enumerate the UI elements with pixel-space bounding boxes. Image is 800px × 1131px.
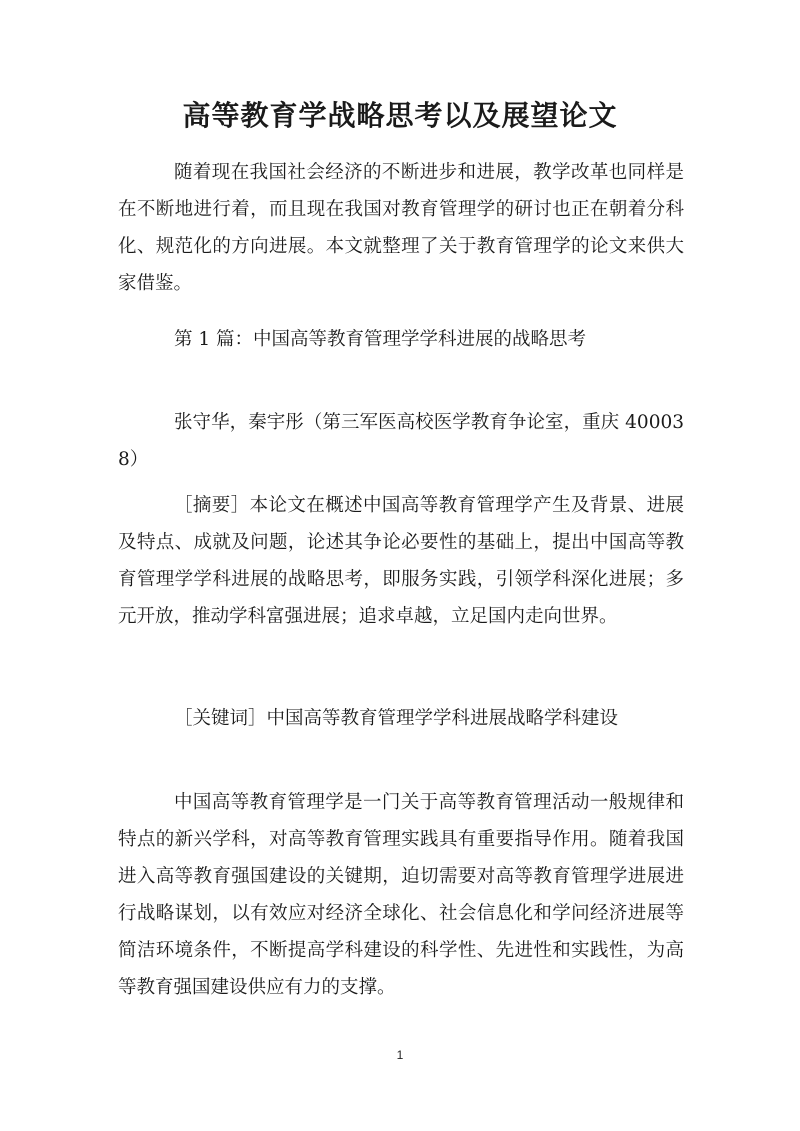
- document-title: 高等教育学战略思考以及展望论文: [182, 99, 618, 132]
- abstract-paragraph: ［摘要］本论文在概述中国高等教育管理学产生及背景、进展及特点、成就及问题，论述其争论必要性的基础上，提出中国高等教育管理学学科进展的战略思考，即服务实践，引领学科深化进展；多元开放，推动学科富强进展；追求卓越，立足国内走向世界。: [118, 495, 684, 627]
- authors-line: 张守华，秦宇彤（第三军医高校医学教育争论室，重庆 400038）: [118, 412, 684, 470]
- intro-paragraph: 随着现在我国社会经济的不断进步和进展，教学改革也同样是在不断地进行着，而且现在我国对教育管理学的研讨也正在朝着分科化、规范化的方向进展。本文就整理了关于教育管理学的论文来供大家借鉴。: [118, 162, 684, 294]
- body-paragraph: 中国高等教育管理学是一门关于高等教育管理活动一般规律和特点的新兴学科，对高等教育管理实践具有重要指导作用。随着我国进入高等教育强国建设的关键期，迫切需要对高等教育管理学进展进行战略谋划，以有效应对经济全球化、社会信息化和学问经济进展等简洁环境条件，不断提高学科建设的科学性、先进性和实践性，为高等教育强国建设供应有力的支撑。: [118, 792, 684, 998]
- keywords-line: ［关键词］中国高等教育管理学学科进展战略学科建设: [174, 708, 619, 729]
- page-number: 1: [396, 1048, 404, 1062]
- chapter-heading: 第 1 篇：中国高等教育管理学学科进展的战略思考: [174, 329, 587, 350]
